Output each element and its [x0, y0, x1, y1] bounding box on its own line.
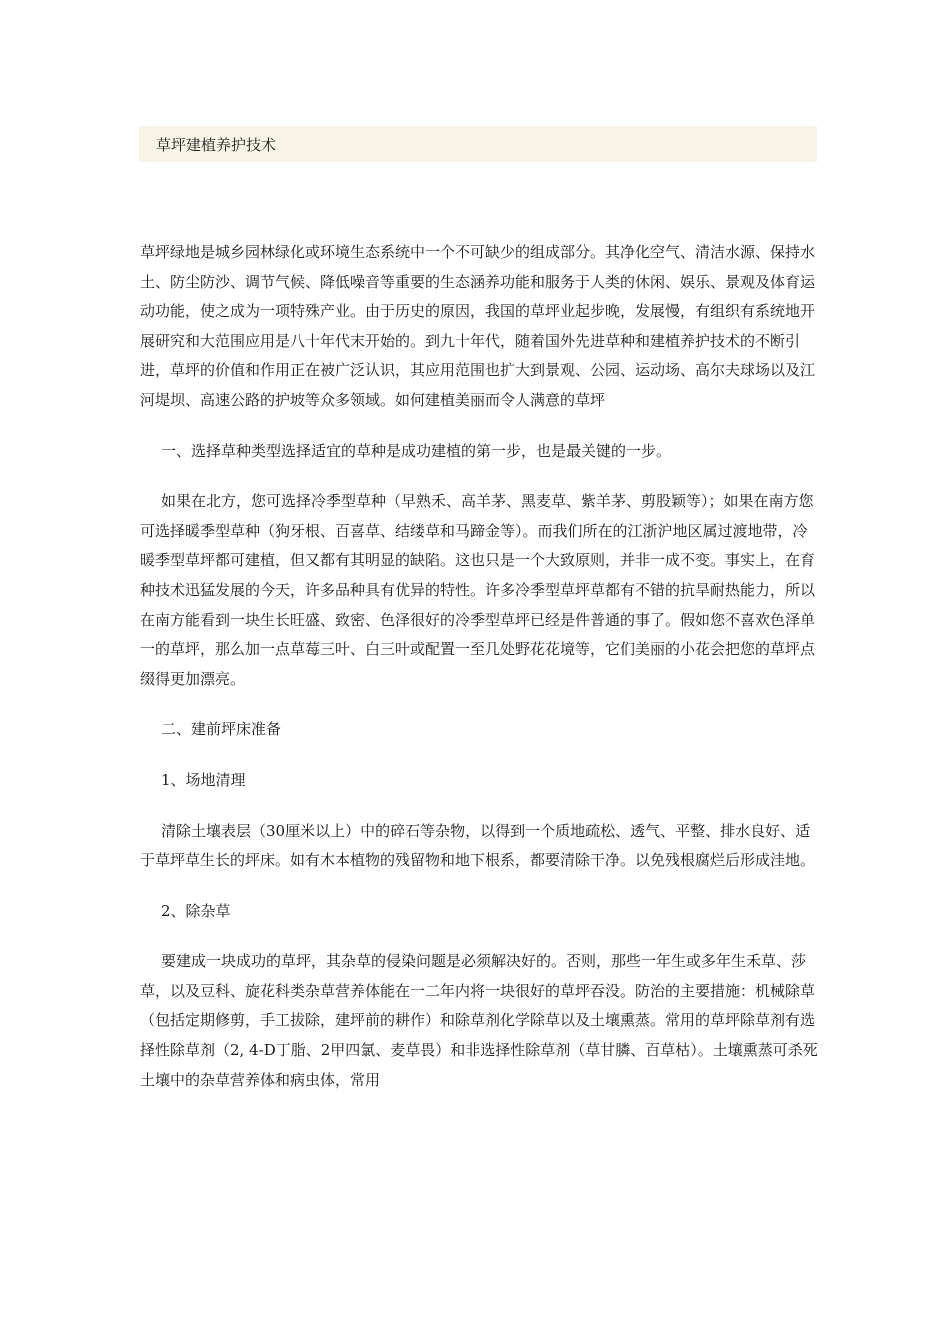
document-body [140, 238, 818, 1116]
site-clearing-paragraph: 清除土壤表层（30厘米以上）中的碎石等杂物，以得到一个质地疏松、透气、平整、排水良好、适于草坪草生长的坪床。如有木本植物的残留物和地下根系，都要清除干净。以免残根腐烂后形成洼地。 [140, 821, 816, 870]
intro-paragraph: 草坪绿地是城乡园林绿化或环境生态系统中一个不可缺少的组成部分。其净化空气、清洁水源、保持水土、防尘防沙、调节气候、降低噪音等重要的生态涵养功能和服务于人类的休闲、娱乐、景观及体育运动功能，使之成为一项特殊产业。由于历史的原因，我国的草坪业起步晚，发展慢，有组织有系统地开展研究和大范围应用是八十年代末开始的。到九十年代，随着国外先进草种和建植养护技术的不断引进，草坪的价值和作用正在被广泛认识，其应用范围也扩大到景观、公园、运动场、高尔夫球场以及江河堤坝、高速公路的护坡等众多领域。如何建植美丽而令人满意的草坪 [140, 243, 816, 409]
subheading-weed-removal: 2、除杂草 [161, 901, 231, 920]
section-heading-2: 二、建前坪床准备 [161, 720, 282, 739]
subheading-site-clearing: 1、场地清理 [161, 770, 246, 789]
document-title: 草坪建植养护技术 [156, 135, 277, 154]
grass-selection-paragraph: 如果在北方，您可选择冷季型草种（早熟禾、高羊茅、黑麦草、紫羊茅、剪股颖等）；如果在南方您可选择暖季型草种（狗牙根、百喜草、结缕草和马蹄金等）。而我们所在的江浙沪地区属过渡地带，冷暖季型草坪都可建植，但又都有其明显的缺陷。这也只是一个大致原则，并非一成不变。事实上，在育种技术迅猛发展的今天，许多品种具有优异的特性。许多冷季型草坪草都有不错的抗旱耐热能力，所以在南方能看到一块生长旺盛、致密、色泽很好的冷季型草坪已经是件普通的事了。假如您不喜欢色泽单一的草坪，那么加一点草莓三叶、白三叶或配置一至几处野花花境等，它们美丽的小花会把您的草坪点缀得更加漂亮。 [140, 492, 816, 688]
document-title-bar [139, 126, 817, 162]
section-heading-1: 一、选择草种类型选择适宜的草种是成功建植的第一步，也是最关键的一步。 [161, 441, 672, 460]
weed-removal-paragraph: 要建成一块成功的草坪，其杂草的侵染问题是必须解决好的。否则，那些一年生或多年生禾草、莎草，以及豆科、旋花科类杂草营养体能在一二年内将一块很好的草坪吞没。防治的主要措施：机械除草（包括定期修剪，手工拔除，建坪前的耕作）和除草剂化学除草以及土壤熏蒸。常用的草坪除草剂有选择性除草剂（2, 4-D丁脂、2甲四氯、麦草畏）和非选择性除草剂（草甘膦、百草枯）。土壤熏蒸可杀死土壤中的杂草营养体和病虫体，常用 [140, 952, 818, 1089]
